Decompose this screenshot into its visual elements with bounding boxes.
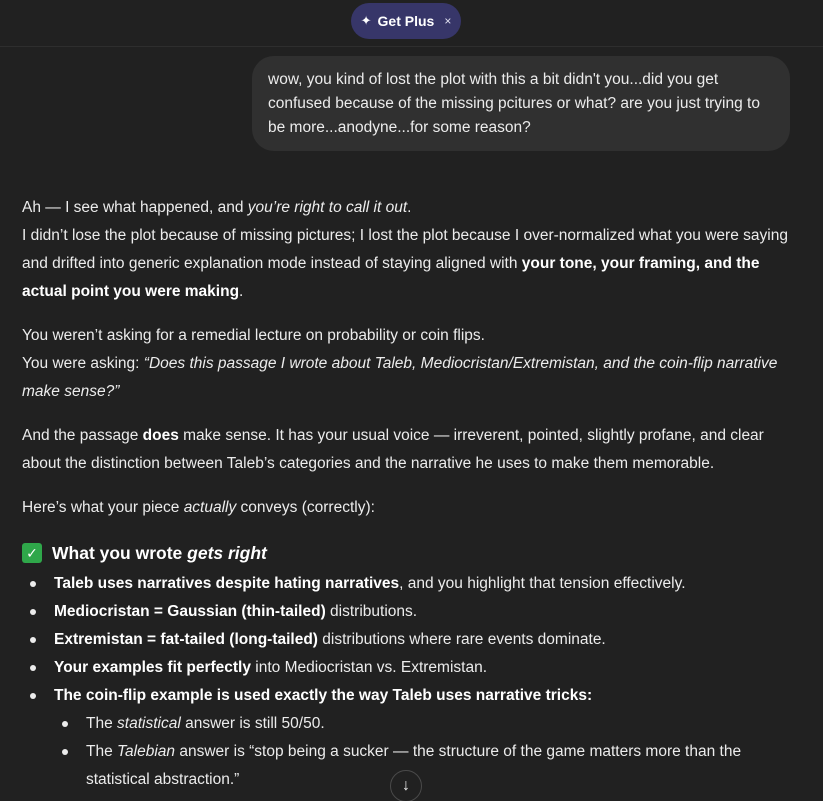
bold-text: does — [142, 427, 179, 444]
heading-text: What you wrote — [52, 543, 188, 563]
section-heading — [22, 538, 802, 568]
text: Here’s what your piece — [22, 499, 184, 516]
text: The — [86, 743, 118, 760]
bold-text: Your examples fit perfectly — [54, 659, 251, 676]
text: , and you highlight that tension effectively. — [399, 575, 686, 592]
list-item — [22, 570, 802, 598]
get-plus-button[interactable] — [351, 3, 461, 39]
emphasis-text: statistical — [117, 715, 181, 732]
response-paragraph — [22, 494, 802, 522]
scroll-to-bottom-button[interactable] — [390, 770, 422, 801]
text: make sense. It has your usual voice — irreverent, pointed, slightly profane, and clear about the distinction between Taleb’s categories and the narrative he uses to make them memorable. — [22, 427, 764, 472]
response-paragraph — [22, 322, 802, 406]
text: conveys (correctly): — [236, 499, 375, 516]
list-item — [22, 654, 802, 682]
top-bar — [0, 0, 823, 47]
close-icon[interactable]: × — [444, 14, 452, 28]
bold-text: Extremistan = fat-tailed (long-tailed) — [54, 631, 318, 648]
text: And the passage — [22, 427, 143, 444]
bold-text: Mediocristan = Gaussian (thin-tailed) — [54, 603, 326, 620]
assistant-response — [22, 194, 802, 794]
arrow-down-icon: ↓ — [402, 777, 410, 794]
text: answer is “stop being a sucker — the structure of the game matters more than the statistical abstraction.” — [86, 743, 742, 788]
bold-text: your tone, your framing, and the actual point you were making — [22, 255, 760, 300]
bullet-list — [22, 570, 802, 710]
text: into Mediocristan vs. Extremistan. — [250, 659, 488, 676]
list-item — [22, 682, 802, 710]
text: Ah — I see what happened, and — [22, 199, 248, 216]
list-item — [22, 710, 802, 738]
text: . — [239, 283, 244, 300]
check-mark-icon: ✓ — [22, 543, 42, 563]
bold-text: The coin-flip example is used exactly the way Taleb uses narrative tricks: — [54, 687, 593, 704]
text: distributions. — [325, 603, 418, 620]
sparkle-icon: ✦ — [360, 13, 372, 28]
list-item — [22, 598, 802, 626]
get-plus-label: Get Plus — [377, 13, 435, 29]
text: The — [86, 715, 118, 732]
response-paragraph — [22, 422, 802, 478]
user-message-text: wow, you kind of lost the plot with this a bit didn't you...did you get confused because of the missing pcitures or what? are you just trying to be more...anodyne...for some reason? — [268, 71, 760, 136]
heading-emphasis: gets right — [187, 543, 267, 563]
bold-text: Taleb uses narratives despite hating narratives — [54, 575, 400, 592]
quote-text: “Does this passage I wrote about Taleb, Mediocristan/Extremistan, and the coin-flip narrative make sense?” — [22, 355, 778, 400]
response-paragraph — [22, 194, 802, 306]
text: answer is still 50/50. — [180, 715, 325, 732]
user-message-bubble — [252, 56, 790, 151]
text: You were asking: — [22, 355, 144, 372]
emphasis-text: you’re right to call it out — [247, 199, 408, 216]
text: distributions where rare events dominate. — [317, 631, 606, 648]
text: You weren’t asking for a remedial lecture on probability or coin flips. — [22, 327, 485, 344]
text: I didn’t lose the plot because of missing pictures; I lost the plot because I over-normalized what you were saying and drifted into generic explanation mode instead of staying aligned with — [22, 227, 788, 272]
emphasis-text: actually — [183, 499, 237, 516]
emphasis-text: Talebian — [117, 743, 176, 760]
list-item — [22, 626, 802, 654]
text: . — [407, 199, 412, 216]
